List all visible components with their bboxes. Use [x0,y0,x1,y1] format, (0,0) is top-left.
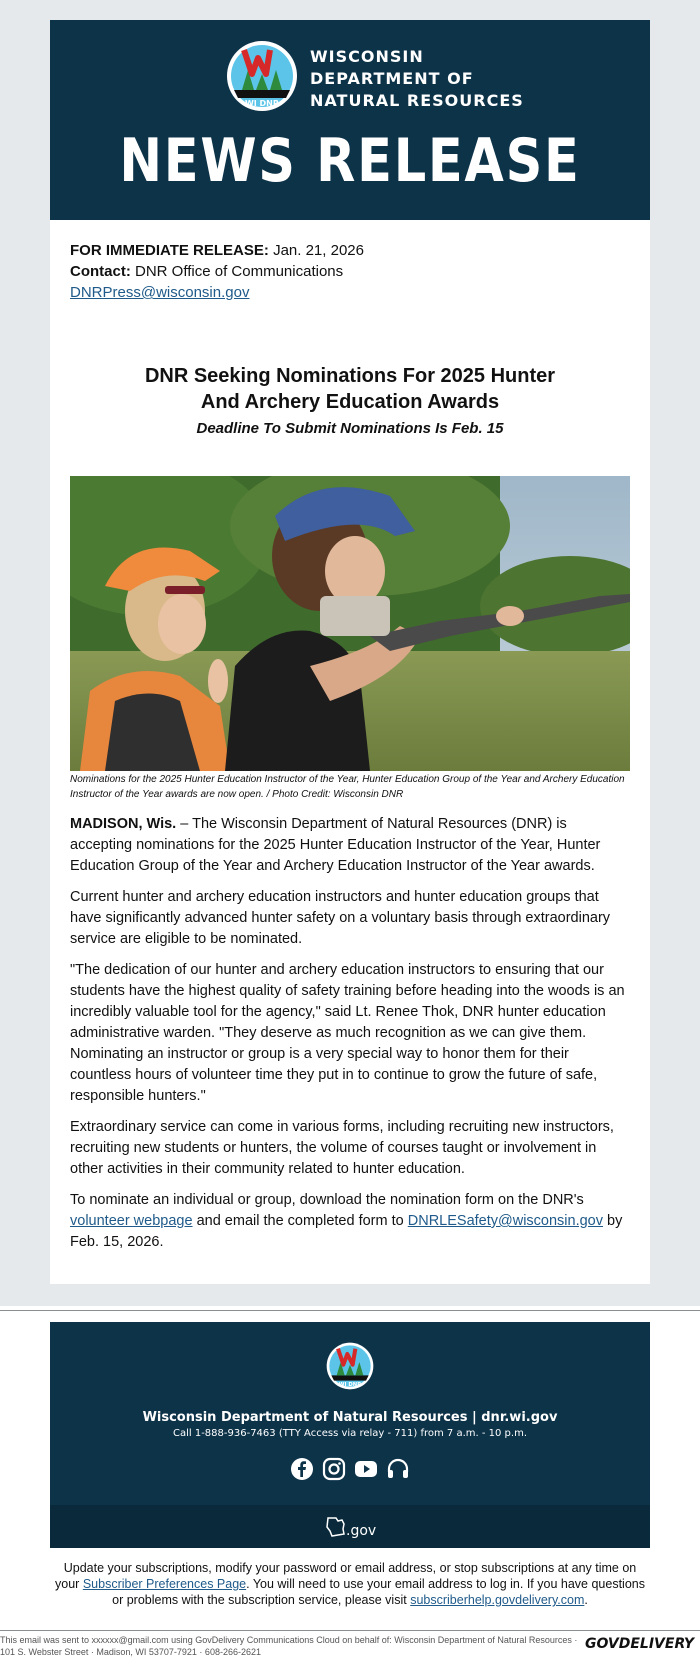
volunteer-webpage-link[interactable]: volunteer webpage [70,1213,193,1229]
paragraph-5-text-c: by Feb. 15, 2026. [70,1213,623,1250]
gov-bar [50,1505,650,1548]
dnr-logo [226,40,524,112]
facebook-icon[interactable] [290,1457,314,1481]
subscription-notice [50,1560,650,1608]
news-release-header [50,20,650,220]
dnr-footer [50,1322,650,1548]
paragraph-5-text-b: and email the completed form to [196,1213,404,1229]
agency-name [310,46,524,112]
hunters-photo-image [70,476,630,771]
press-email-link[interactable]: DNRPress@wisconsin.gov [70,284,250,301]
dateline: MADISON, Wis. [70,816,177,832]
release-meta [70,240,630,303]
safety-email-link[interactable]: DNRLESafety@wisconsin.gov [407,1213,603,1229]
paragraph-1-text: – The Wisconsin Department of Natural Resources (DNR) is accepting nominations for the 2025 Hunter Education Instructor of the Year, Hunter Education Group of the Year and Archery Education Instructor of the Year awards. [70,816,601,874]
footer-logo-text: WI DNR [338,1382,362,1388]
article-subhead: Deadline To Submit Nominations Is Feb. 15 [196,420,504,437]
article-body [70,814,630,1263]
agency-line-3: NATURAL RESOURCES [310,91,524,110]
subscriber-help-link[interactable]: subscriberhelp.govdelivery.com [410,1593,585,1607]
contact-label: Contact: [70,263,131,280]
podcast-icon[interactable] [386,1457,410,1481]
news-release-title: NEWS RELEASE [119,126,581,196]
subscription-text-a: Update your subscriptions, modify your password or email address, or stop subscriptions at any time on your [55,1561,637,1591]
subscription-text-b: . You will need to use your email address to log in. If you have questions or problems with the subscription service, please visit [112,1577,645,1607]
gov-logo-text: .gov [346,1523,377,1539]
article-headline [70,363,630,415]
footer-agency-line: Wisconsin Department of Natural Resources | dnr.wi.gov [142,1410,558,1425]
subscriber-preferences-link[interactable]: Subscriber Preferences Page [82,1577,247,1591]
article-content [50,220,650,1284]
contact-value: DNR Office of Communications [135,263,344,280]
headline-line-2: And Archery Education Awards [200,391,500,413]
paragraph-4: Extraordinary service can come in various forms, including recruiting new instructors, recruiting new students or hunters, the volume of courses taught or involvement in other activities in their community related to hunter education. [70,1119,614,1177]
paragraph-5-text-a: To nominate an individual or group, download the nomination form on the DNR's [70,1192,584,1208]
subscription-text-c: . [584,1593,588,1607]
footer-call-line: Call 1-888-936-7463 (TTY Access via relay - 711) from 7 a.m. - 10 p.m. [172,1428,527,1439]
headline-line-1: DNR Seeking Nominations For 2025 Hunter [144,365,556,387]
paragraph-5 [70,1190,630,1253]
govdelivery-logo[interactable] [585,1636,694,1652]
footer-dnr-logo-icon[interactable] [326,1342,374,1390]
agency-line-1: WISCONSIN [310,47,424,66]
dnr-logo-icon [226,40,298,112]
youtube-icon[interactable] [354,1457,378,1481]
sender-notice: This email was sent to xxxxxx@gmail.com using GovDelivery Communications Cloud on behalf of: Wisconsin Department of Natural Resources · 101 S. Webster Street · Madison, WI 53707-7921 · 608-266-2621 [0,1635,578,1657]
paragraph-1 [70,814,630,877]
instagram-icon[interactable] [322,1457,346,1481]
paragraph-3: "The dedication of our hunter and archery education instructors to ensuring that our students have the highest quality of safety training before heading into the woods is an incredibly valuable tool for the agency," said Lt. Renee Thok, DNR hunter education administrative warden. "They deserve as much recognition as we can give them. Nominating an instructor or group is a very special way to honor them for their countless hours of volunteer time they put in to continue to grow the future of safe, responsible hunters." [70,962,625,1104]
social-links [50,1457,650,1481]
release-date: Jan. 21, 2026 [273,242,364,259]
govdelivery-brand: GOVDELIVERY [585,1636,695,1652]
logo-text: WI DNR [244,99,280,108]
article-photo [70,476,630,771]
agency-line-2: DEPARTMENT OF [310,69,474,88]
release-label: FOR IMMEDIATE RELEASE: [70,242,269,259]
bottom-divider [0,1630,700,1631]
paragraph-2: Current hunter and archery education instructors and hunter education groups that have significantly advanced hunter safety on a voluntary basis through extraordinary service are eligible to be nominated. [70,889,611,947]
photo-caption: Nominations for the 2025 Hunter Education Instructor of the Year, Hunter Education Group of the Year and Archery Education Instructor of the Year awards are now open. / Photo Credit: Wisconsin DNR [70,774,625,800]
wisconsin-gov-logo-icon[interactable] [324,1515,380,1539]
footer-divider [0,1310,700,1311]
